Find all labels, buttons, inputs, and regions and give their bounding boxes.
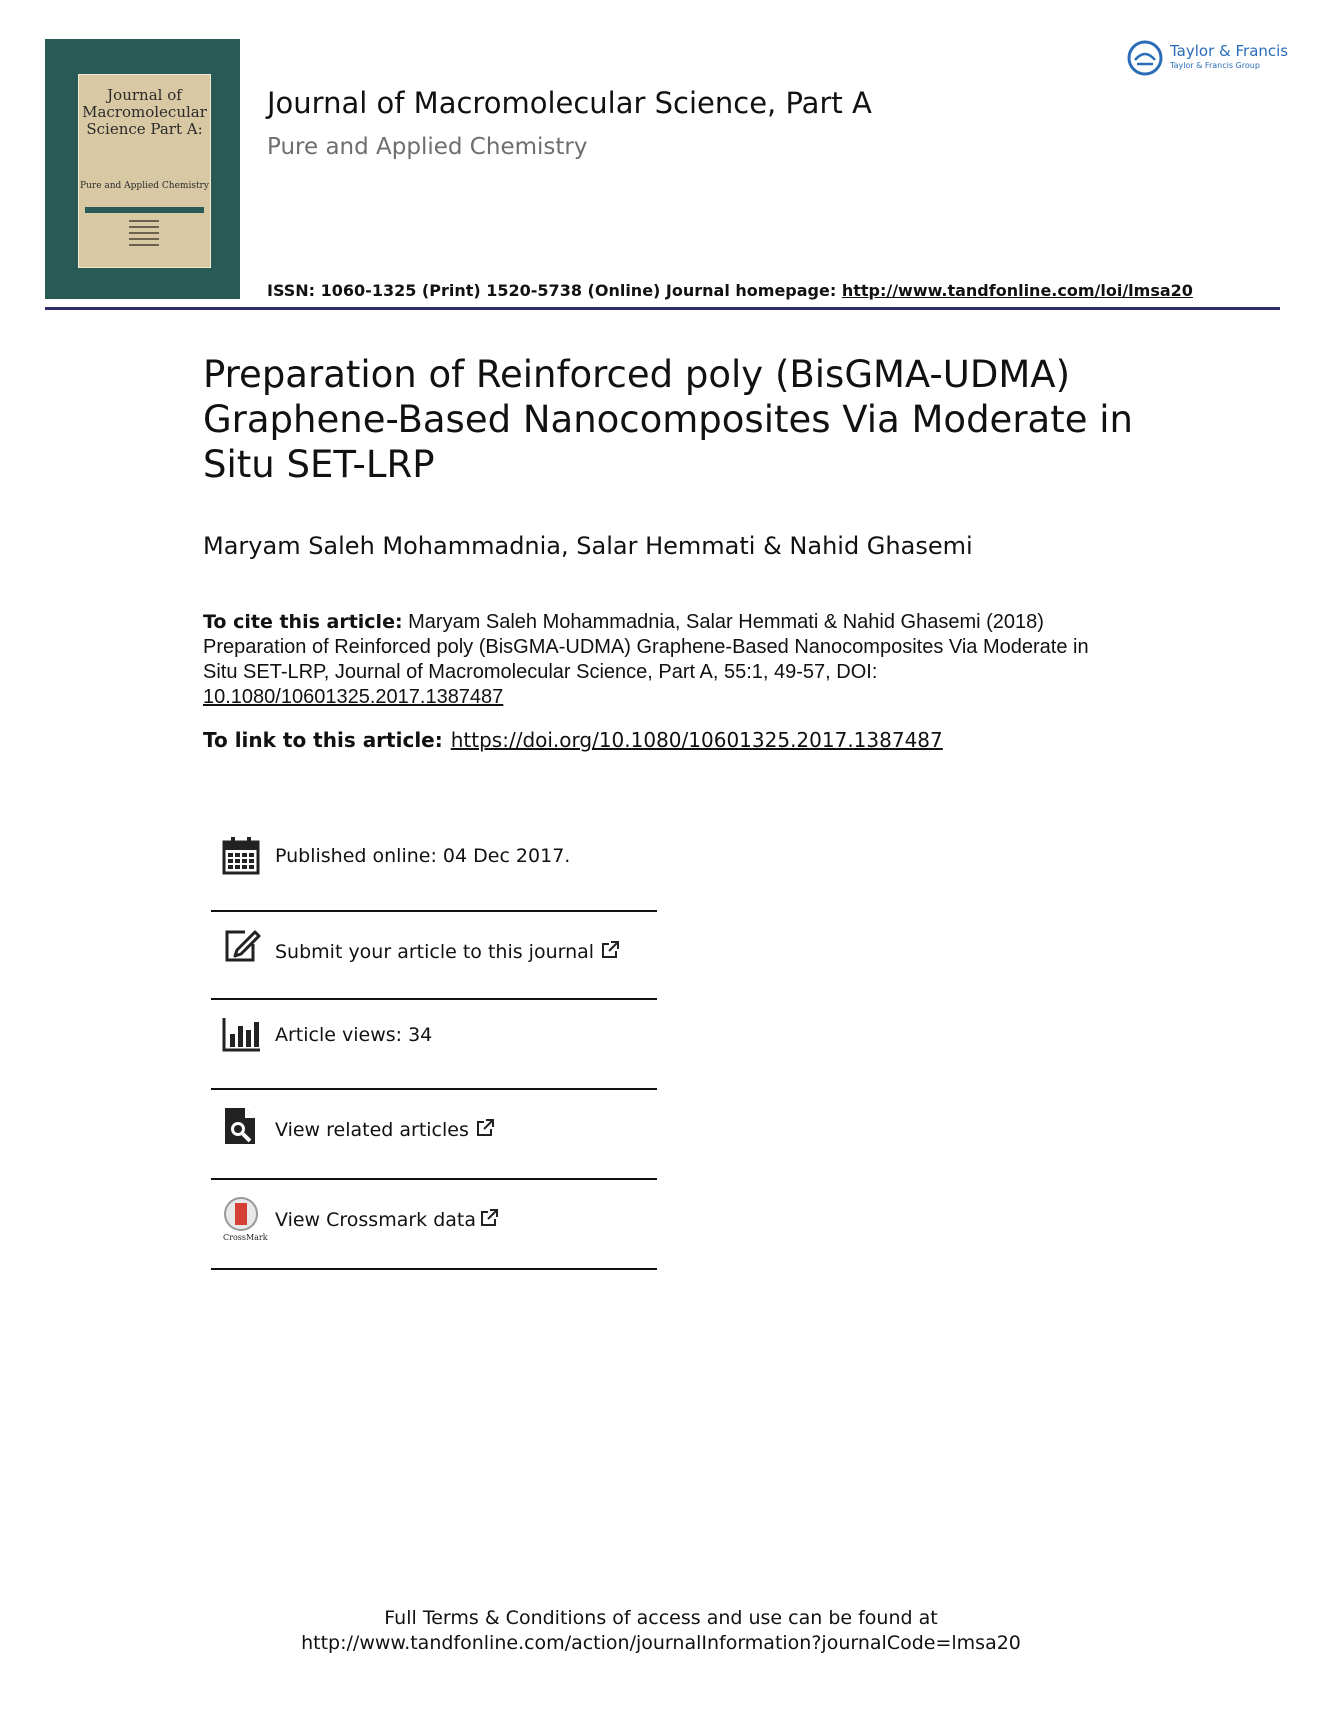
- publisher-name: Taylor & Francis: [1170, 42, 1289, 60]
- citation-block: [203, 610, 1103, 710]
- crossmark-link[interactable]: [275, 1208, 499, 1231]
- issn-line: [267, 281, 1193, 300]
- crossmark-label: View Crossmark data: [275, 1209, 477, 1231]
- related-articles-row[interactable]: [211, 1106, 657, 1146]
- cover-band: [85, 207, 204, 213]
- related-articles-label: View related articles: [275, 1119, 469, 1141]
- document-search-icon: [221, 1106, 261, 1146]
- row-divider: [211, 910, 657, 912]
- calendar-icon: [221, 836, 261, 876]
- article-authors: Maryam Saleh Mohammadnia, Salar Hemmati & Nahid Ghasemi: [203, 532, 973, 560]
- article-views-text: Article views: 34: [275, 1024, 433, 1046]
- journal-cover-image: [45, 39, 240, 299]
- article-title: Preparation of Reinforced poly (BisGMA-UDMA) Graphene-Based Nanocomposites Via Moderate in Situ SET-LRP: [203, 353, 1133, 486]
- journal-homepage-link[interactable]: http://www.tandfonline.com/loi/lmsa20: [841, 281, 1193, 300]
- doi-link[interactable]: https://doi.org/10.1080/10601325.2017.1387487: [450, 728, 943, 752]
- crossmark-row[interactable]: [211, 1196, 657, 1244]
- row-divider: [211, 998, 657, 1000]
- cover-title-line: Macromolecular: [82, 103, 207, 121]
- article-views-row: [211, 1014, 657, 1054]
- header-divider: [45, 307, 1280, 310]
- footer-terms-link[interactable]: http://www.tandfonline.com/action/journalInformation?journalCode=lmsa20: [301, 1632, 1021, 1654]
- row-divider: [211, 1268, 657, 1270]
- cover-title-line: Science Part A:: [86, 120, 203, 138]
- footer-terms-text: Full Terms & Conditions of access and use can be found at: [384, 1607, 938, 1629]
- issn-text: ISSN: 1060-1325 (Print) 1520-5738 (Online) Journal homepage:: [267, 281, 842, 300]
- publisher-group: Taylor & Francis Group: [1170, 61, 1260, 70]
- footer: [0, 1606, 1322, 1656]
- external-link-icon: [475, 1118, 495, 1138]
- cover-subtitle: Pure and Applied Chemistry: [80, 181, 209, 191]
- cite-label: To cite this article:: [203, 611, 403, 633]
- external-link-icon: [479, 1208, 499, 1228]
- journal-title: Journal of Macromolecular Science, Part A: [267, 86, 872, 120]
- published-date-text: Published online: 04 Dec 2017.: [275, 845, 571, 867]
- submit-article-label: Submit your article to this journal: [275, 941, 595, 963]
- submit-article-row[interactable]: [211, 926, 657, 966]
- cover-title-line: Journal of: [107, 86, 182, 104]
- row-divider: [211, 1088, 657, 1090]
- submit-article-link[interactable]: [275, 940, 620, 963]
- crossmark-logo-text: CrossMark: [223, 1233, 268, 1242]
- bar-chart-icon: [221, 1014, 261, 1054]
- cite-doi-link[interactable]: 10.1080/10601325.2017.1387487: [203, 686, 504, 708]
- edit-pencil-icon: [221, 926, 261, 966]
- cover-contents-lines: [129, 220, 159, 250]
- related-articles-link[interactable]: [275, 1118, 495, 1141]
- published-row: [211, 836, 657, 876]
- row-divider: [211, 1178, 657, 1180]
- link-label: To link to this article:: [203, 728, 443, 752]
- cite-text: Maryam Saleh Mohammadnia, Salar Hemmati & Nahid Ghasemi (2018) Preparation of Reinforced poly (BisGMA-UDMA) Graphene-Based Nanocomposites Via Moderate in Situ SET-LRP, Journal of Macromolecular Science, Part A, 55:1, 49-57, DOI:: [203, 611, 1089, 683]
- external-link-icon: [600, 940, 620, 960]
- article-link-line: [203, 728, 943, 752]
- journal-subtitle: Pure and Applied Chemistry: [267, 134, 588, 160]
